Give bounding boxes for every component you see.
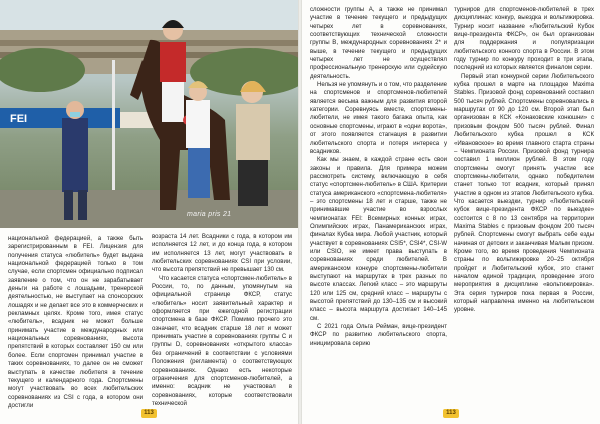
right-column-2 bbox=[454, 6, 594, 315]
left-col2-paragraph-1: возраста 14 лет. Всадники с года, в котором им исполняется 12 лет, и до конца года, в котором им исполняется 13 лет, могут участвовать в любительских соревнованиях CSI при условии, что высота препятствий не превышает 130 см. bbox=[152, 233, 292, 274]
right-page bbox=[302, 0, 600, 424]
left-col2-paragraph-2: Что касается статуса «спортсмен-любитель» в России, то, по данным, упомянутым на официальной странице ФКСР, статус «любитель» носит заявительный характер и оформляется при ежегодной регистрации спортсмена в базе ФКСР. Помимо прочего это означает, что всадник старше 18 лет и может принимать участие в соревнованиях группы С и группы D, соревнованиях «открытого класса» без ограничений в соответствии с условиями Положения (регламента) о соответствующих соревнованиях. Однако есть некоторые ограничения для спортсменов-любителей, а именно: всадник не участвовал в соревнованиях, которые соответствовали технической bbox=[152, 274, 292, 407]
award-ceremony-illustration bbox=[0, 0, 298, 228]
right-col2-paragraph-2: Первый этап конкурной серии Любительского кубка прошел в марте на площадке Maxima Stables. Призовой фонд соревнований составил 500 тысяч рублей. Спортсмены соревновались в маршрутах от 90 до 120 см. Второй этап был организован в КСК «Конаковские конюшни» с призовым фондом 500 тысяч рублей. Финал Любительского кубка прошел в КСК «Ивановское» во время главного старта страны – Чемпионата России. Призовой фонд турнира составил 1 миллион рублей. В этом году спортсмены смогут принять участие все спортсмены-любители, однако победителем станет только тот всадник, который принял участие в одном из этапов Любительского кубка. Что касается выездки, турнир «Любительский кубок вице-президента ФКСР по выездке» состоится с 8 по 13 сентября на территории Maxima Stables с призовым фондом 200 тысяч рублей. Спортсмены смогут выбрать себе езды начиная от детских и заканчивая Малым призом. Кроме того, во время проведения Чемпионата страны по вольтижировке 20–25 октября пройдет и Любительский кубок, это станет началом единой традиции, проведение этого мероприятия в дисциплине «вольтижировка». Эта серия турниров пока первая в России, который направлена именно на любительском уровне. bbox=[454, 72, 594, 314]
left-page bbox=[0, 0, 298, 424]
right-col1-paragraph-4: С 2021 года Ольга Рейман, вице-президент ФКСР по развитию любительского спорта, инициировала серию bbox=[310, 323, 447, 347]
banner-text: FEI bbox=[10, 113, 28, 125]
right-col1-paragraph-1: сложности группы А, а также не принимал участие в течение текущего и предыдущих четырех лет в соревнованиях, соответствующих технической сложности группы В, международных соревнованиях 2* и выше, в течение текущего и предыдущих четырех лет не осуществлял профессиональную тренерскую или судейскую деятельность. bbox=[310, 6, 447, 80]
right-col1-paragraph-2: Нельзя не упомянуть и о том, что разделение на спортсменов и спортсменов-любителей является весьма важным для развития второй категории. Соревнуясь вместе, спортсмены-любители, не имея такого багажа опыта, как основные спортсмены, играют в «одни ворота», от этого появляется стагнация в развитии любительского спорта и потеря интереса у всадников. bbox=[310, 81, 447, 155]
right-page-number: 113 bbox=[443, 409, 459, 418]
left-column-2 bbox=[152, 233, 292, 408]
left-page-number: 113 bbox=[141, 409, 157, 418]
right-col2-paragraph-1: турниров для спортсменов-любителей в трех дисциплинах: конкур, выездка и вольтижировка. Турнир носит название «Любительский Кубок вице-президента ФКСР», он был организован для поддержания и популяризации любительского конного спорта в России. В этом году турнир по конкуру проходит в три этапа, последний из которых является финалом серии. bbox=[454, 6, 594, 72]
left-column-1 bbox=[8, 235, 143, 410]
left-col1-paragraph-1: национальной федерацией, а также быть зарегистрированным в FEI. Лицензия для получения статуса «любитель» будет выдана национальной федерацией только в том случае, если спортсмен официально подписал заявление о том, что он не зарабатывает деньги на работе с лошадьми, тренерской деятельностью, не выступает на спонсорских лошадях и не делает все это в коммерческих и рекламных целях. Кроме того, имея статус «любитель», всадник не может больше принимать участие в международных или национальных соревнованиях, высота препятствий в которых составляет 150 см или более. Если спортсмен принимал участие в таких соревнованиях, то далее он не сможет выступать в качестве любителя в течение текущего и календарного года. Спортсмены могут участвовать во всех любительских соревнованиях из CSI с года, в котором они достигли bbox=[8, 235, 143, 409]
right-column-1 bbox=[310, 6, 447, 348]
right-col1-paragraph-3: Как мы знаем, в каждой стране есть свои законы и правила. Для примера можем рассмотреть систему, включающую в себя статус «спортсмен-любитель» в США. Критерии статуса американского «спортсмена-любителя» – это спортсмены 18 лет и старше, также не принимавшие участие во взрослых чемпионатах FEI: Всемирных конных играх, Олимпийских играх, Панамериканских играх, финалах Кубка мира. Любой участник, который участвует в соревнованиях CSI5*, CSI4*, CSI-W или CSIO, не имеет права выступать в соревнованиях среди любителей. В американском конкуре спортсмены-любители выступают на маршрутах в трех разных по высоте классах. Легкий класс – это маршруты 120 или 125 см, средний класс – маршруты с высотой препятствий до 130–135 см и высокий класс – высота маршрута достигает 140–145 см. bbox=[310, 156, 447, 322]
photo-credit: maria pris 21 bbox=[187, 211, 232, 218]
award-photo bbox=[0, 0, 298, 228]
